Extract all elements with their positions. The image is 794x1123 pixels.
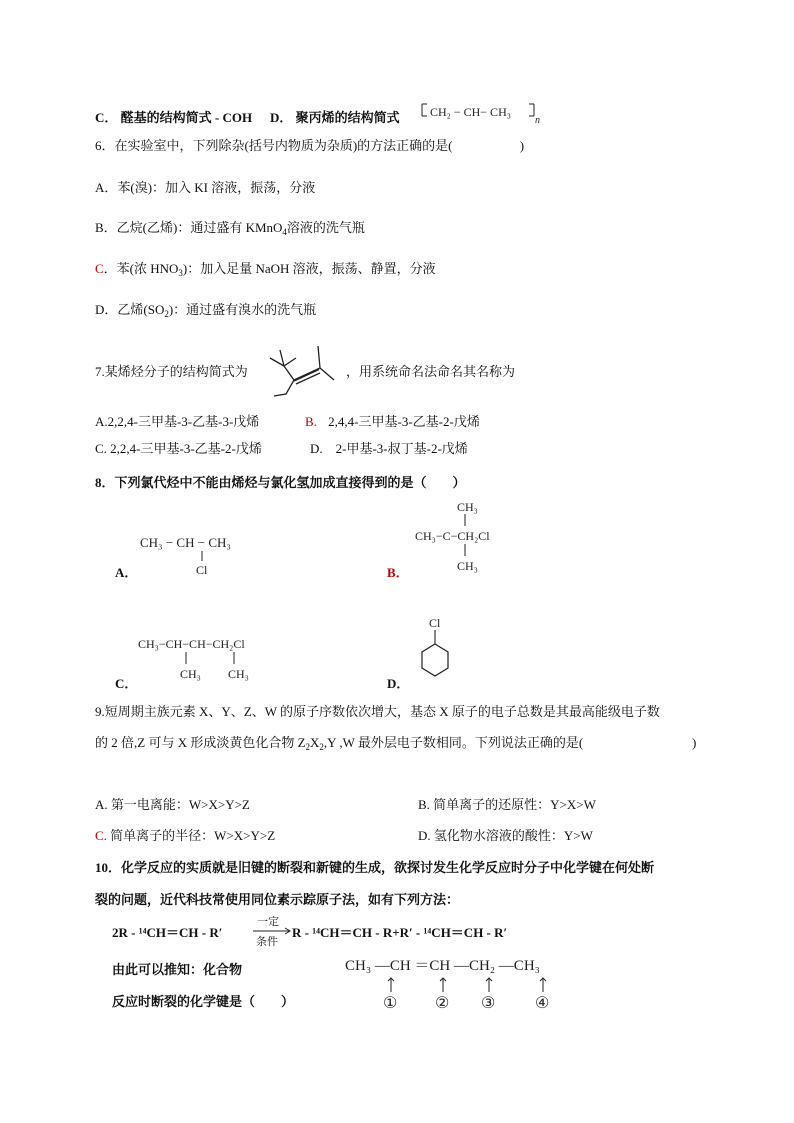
q6-option-b-sub: 4 <box>282 227 287 237</box>
q10-chain-diagram <box>345 952 595 1012</box>
q8-option-c-label[interactable]: C． <box>115 676 138 691</box>
q9-line2-sub1: 2 <box>305 742 311 752</box>
q8-b-bottom: CH₃ <box>457 559 478 573</box>
q10-eq-left: 2R - ¹⁴CH＝CH - R′ <box>112 925 223 940</box>
q8-structure-a <box>140 530 270 578</box>
q8-structure-c <box>138 634 308 684</box>
bond-mark-1: ① <box>383 995 398 1012</box>
polymer-n: n <box>535 115 540 126</box>
q9-stem-line1: 9.短周期主族元素 X、Y、Z、W 的原子序数依次增大，基态 X 原子的电子总数是其最高能级电子数 <box>95 704 660 719</box>
q7-stem-post: ，用系统命名法命名其名称为 <box>346 364 516 379</box>
q5-option-c[interactable] <box>95 110 252 126</box>
q7-option-a[interactable]: A.2,2,4-三甲基-3-乙基-3-戊烯 <box>95 414 260 429</box>
q10-ask: 反应时断裂的化学键是（ ） <box>112 994 295 1009</box>
q9-stem-line2 <box>95 735 583 751</box>
q6-option-c-label: C <box>95 261 104 276</box>
cyclohexane-ring <box>422 644 448 676</box>
q5-option-c-text: 醛基的结构简式 - COH <box>120 110 253 125</box>
q8-b-top: CH₃ <box>457 500 478 514</box>
q9-option-b[interactable]: B. 简单离子的还原性：Y>X>W <box>418 797 596 812</box>
q5-option-c-label: C． <box>95 110 118 125</box>
q7-option-b-text: 2,4,4-三甲基-3-乙基-2-戊烯 <box>328 414 480 429</box>
q6-stem-text: 6．在实验室中，下列除杂(括号内物质为杂质)的方法正确的是( <box>95 138 453 153</box>
q8-a-cl: Cl <box>196 563 208 577</box>
q10-stem-line2: 裂的问题，近代科技常使用同位素示踪原子法，如有下列方法： <box>95 892 460 907</box>
q8-a-main: CH₃ − CH − CH₃ <box>140 535 231 550</box>
q8-b-main: CH₃−C−CH₂Cl <box>415 529 490 543</box>
q6-option-c[interactable] <box>95 261 436 277</box>
q5-option-d-label: D． <box>270 110 293 125</box>
q9-line2-post: ,Y ,W 最外层电子数相同。下列说法正确的是( <box>323 735 584 750</box>
q9-option-d[interactable]: D. 氢化物水溶液的酸性：Y>W <box>418 828 593 843</box>
q6-option-c-sub: 3 <box>178 268 183 278</box>
q6-option-b-pre: B．乙烷(乙烯)：通过盛有 KMnO <box>95 220 283 235</box>
q6-option-d[interactable] <box>95 302 316 318</box>
q7-option-d[interactable]: D. 2-甲基-3-叔丁基-2-戊烯 <box>310 441 468 456</box>
q9-option-a[interactable]: A. 第一电离能：W>X>Y>Z <box>95 797 250 812</box>
q6-option-c-pre: ．苯(浓 HNO <box>103 261 179 276</box>
q9-line2-sub2: 2 <box>319 742 324 752</box>
q10-eq-cond-bottom: 条件 <box>256 936 278 948</box>
q6-option-b[interactable] <box>95 220 365 236</box>
bond-mark-4: ④ <box>535 995 550 1012</box>
q7-option-b-label: B. <box>305 414 317 429</box>
q10-eq-cond-top: 一定 <box>257 916 279 928</box>
q7-option-c[interactable]: C. 2,2,4-三甲基-3-乙基-2-戊烯 <box>95 441 262 456</box>
q7-stem-pre: 7.某烯烃分子的结构简式为 <box>95 364 248 379</box>
q8-structure-b <box>415 498 545 576</box>
q8-d-cl: Cl <box>429 616 441 630</box>
q6-stem-end: ) <box>519 138 525 153</box>
q6-option-d-post: )：通过盛有溴水的洗气瓶 <box>168 302 317 317</box>
q6-option-d-pre: D．乙烯(SO <box>95 302 165 317</box>
q9-line2-mid: X <box>310 735 320 750</box>
q6-option-a[interactable]: A．苯(溴)：加入 KI 溶液，振荡，分液 <box>95 180 316 195</box>
q6-option-c-post: )：加入足量 NaOH 溶液，振荡、静置，分液 <box>182 261 436 276</box>
q5-option-d[interactable] <box>270 110 400 126</box>
q6-option-b-post: 溶液的洗气瓶 <box>286 220 365 235</box>
q7-skeletal-formula <box>262 340 342 402</box>
q10-infer: 由此可以推知：化合物 <box>112 962 243 977</box>
q8-option-b-label[interactable]: B． <box>387 565 409 580</box>
q6-option-d-sub: 2 <box>164 309 169 319</box>
q10-chain: CH₃ —CH ＝CH —CH₂ —CH₃ <box>345 958 540 974</box>
q10-eq-arrow <box>252 914 294 950</box>
bond-mark-3: ③ <box>481 995 496 1012</box>
polymer-unit-text: CH₂ − CH− CH₃ <box>430 105 511 119</box>
q8-c-sub2: CH₃ <box>228 667 249 681</box>
q9-option-c-label: C. <box>95 828 107 843</box>
q9-stem-end: ) <box>692 735 697 750</box>
q8-stem: 8．下列氯代烃中不能由烯烃与氯化氢加成直接得到的是（ ） <box>95 475 466 490</box>
q8-option-d-label[interactable]: D． <box>387 676 410 691</box>
q8-option-a-label[interactable]: A． <box>115 565 138 580</box>
q8-c-main: CH₃−CH−CH−CH₂Cl <box>138 637 245 651</box>
q5-option-d-text: 聚丙烯的结构简式 <box>295 110 400 125</box>
q8-c-sub1: CH₃ <box>180 667 201 681</box>
q9-option-c-text: 简单离子的半径：W>X>Y>Z <box>106 828 276 843</box>
q10-stem-line1: 10．化学反应的实质就是旧键的断裂和新键的生成，欲探讨发生化学反应时分子中化学键在何处断 <box>95 860 655 875</box>
q8-structure-d <box>414 614 464 684</box>
q7-option-b[interactable] <box>305 414 480 430</box>
q6-stem <box>95 138 524 154</box>
q9-option-c[interactable] <box>95 828 275 844</box>
q10-eq-right: R - ¹⁴CH＝CH - R+R′ - ¹⁴CH＝CH - R′ <box>292 925 508 940</box>
bond-mark-2: ② <box>435 995 450 1012</box>
q9-line2-pre: 的 2 倍,Z 可与 X 形成淡黄色化合物 Z <box>95 735 306 750</box>
polypropylene-formula <box>418 98 548 128</box>
